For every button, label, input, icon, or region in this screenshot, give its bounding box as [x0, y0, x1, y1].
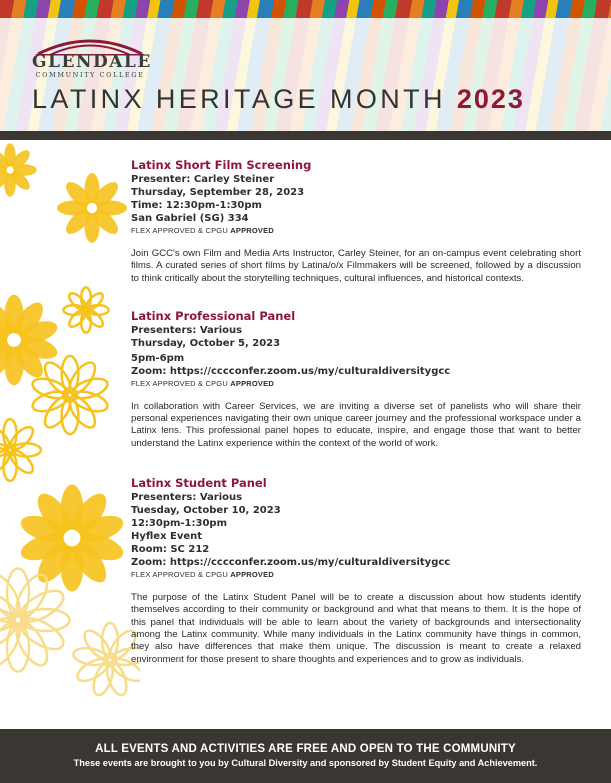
event-time: 12:30pm-1:30pm: [131, 518, 228, 530]
flex-approved: APPROVED: [230, 570, 274, 580]
header-divider-bar: [0, 131, 611, 140]
college-logo: [32, 34, 152, 79]
event-description: In collaboration with Career Services, we are inviting a diverse set of panelists who will share their personal experiences navigating their own unique career journey and the professional workspace under a Latinx lens. This professional panel hopes to educate, inspire, and engage those that want to better understand the Latinx experience within the context of the world of work.: [131, 400, 581, 449]
event-student-panel: [131, 476, 581, 666]
event-zoom-link[interactable]: Zoom: https://cccconfer.zoom.us/my/culturaldiversitygcc: [131, 557, 451, 569]
flower-icon: [57, 173, 127, 243]
flex-approved: APPROVED: [230, 378, 274, 388]
flower-icon: [72, 623, 140, 698]
event-flex-status: [131, 225, 581, 237]
event-description: The purpose of the Latinx Student Panel will be to create a discussion about how students identify themselves according to their community or background and what that means to them. It is the hope of this panel that individuals will be able to learn about the variety of backgrounds and intersectionality among the Latinx community. While many individuals in the Latinx community have things in common, they also have differences that make them unique. The discussion is meant to create a relaxed environment for those present to share thoughts and experiences and to grow as individuals.: [131, 592, 581, 665]
event-date: Thursday, September 28, 2023: [131, 187, 305, 198]
flower-icon: [0, 569, 70, 672]
event-flex-status: [131, 569, 581, 581]
event-date: Thursday, October 5, 2023: [131, 337, 281, 349]
event-time: 5pm-6pm: [131, 352, 185, 364]
logo-subtitle: COMMUNITY COLLEGE: [35, 71, 145, 79]
event-presenter: Presenters: Various: [131, 324, 243, 336]
flower-icon: [0, 419, 41, 481]
title-text: LATINX HERITAGE MONTH: [32, 84, 446, 114]
flex-prefix: FLEX APPROVED & CPGU: [131, 378, 228, 388]
event-flex-status: [131, 378, 581, 390]
flower-icon: [63, 287, 108, 332]
logo-name: GLENDALE: [32, 52, 152, 72]
event-title: Latinx Short Film Screening: [131, 158, 312, 172]
flower-center: [86, 202, 98, 214]
flex-prefix: FLEX APPROVED & CPGU: [131, 226, 228, 235]
flex-prefix: FLEX APPROVED & CPGU: [131, 570, 228, 580]
event-location: San Gabriel (SG) 334: [131, 213, 249, 224]
flower-icon: [0, 143, 37, 197]
event-format: Hyflex Event: [131, 531, 203, 543]
event-title: Latinx Student Panel: [131, 476, 267, 491]
flex-approved: APPROVED: [230, 226, 274, 235]
petal: [7, 624, 29, 672]
header-banner: [0, 0, 611, 131]
petal: [67, 291, 89, 313]
event-date: Tuesday, October 10, 2023: [131, 505, 281, 517]
footer-banner: [0, 729, 611, 783]
title-year: 2023: [456, 84, 525, 114]
flower-icon: [18, 484, 127, 591]
event-time: Time: 12:30pm-1:30pm: [131, 200, 262, 211]
event-presenter: Presenters: Various: [131, 492, 243, 504]
event-professional-panel: [131, 309, 581, 450]
event-location: Room: SC 212: [131, 544, 210, 556]
flower-center: [82, 306, 90, 314]
petal: [22, 609, 70, 631]
flower-center: [6, 332, 22, 348]
footer-sponsor-note: These events are brought to you by Cultural Diversity and sponsored by Student Equity and Achievement.: [73, 758, 538, 768]
event-description: Join GCC's own Film and Media Arts Instructor, Carley Steiner, for an on-campus event celebrating short films. A curated series of short films by Latina/o/x Filmmakers will be screened, followed by a discussion to think critically about the storytelling techniques, cultural influences, and historical contexts.: [131, 248, 581, 284]
flower-center: [63, 529, 82, 548]
page-title: [32, 84, 525, 115]
event-presenter: Presenter: Carley Steiner: [131, 174, 275, 185]
event-zoom-link[interactable]: Zoom: https://cccconfer.zoom.us/my/culturaldiversitygcc: [131, 365, 451, 377]
event-film-screening: [131, 158, 581, 285]
flower-decoration-icon: [0, 140, 140, 730]
petal: [80, 627, 114, 664]
events-list: [131, 158, 581, 666]
petal: [7, 569, 29, 617]
event-title: Latinx Professional Panel: [131, 308, 296, 323]
flower-center: [5, 165, 14, 174]
flower-icon: [0, 295, 60, 386]
footer-headline: ALL EVENTS AND ACTIVITIES ARE FREE AND OPEN TO THE COMMUNITY: [95, 743, 516, 755]
